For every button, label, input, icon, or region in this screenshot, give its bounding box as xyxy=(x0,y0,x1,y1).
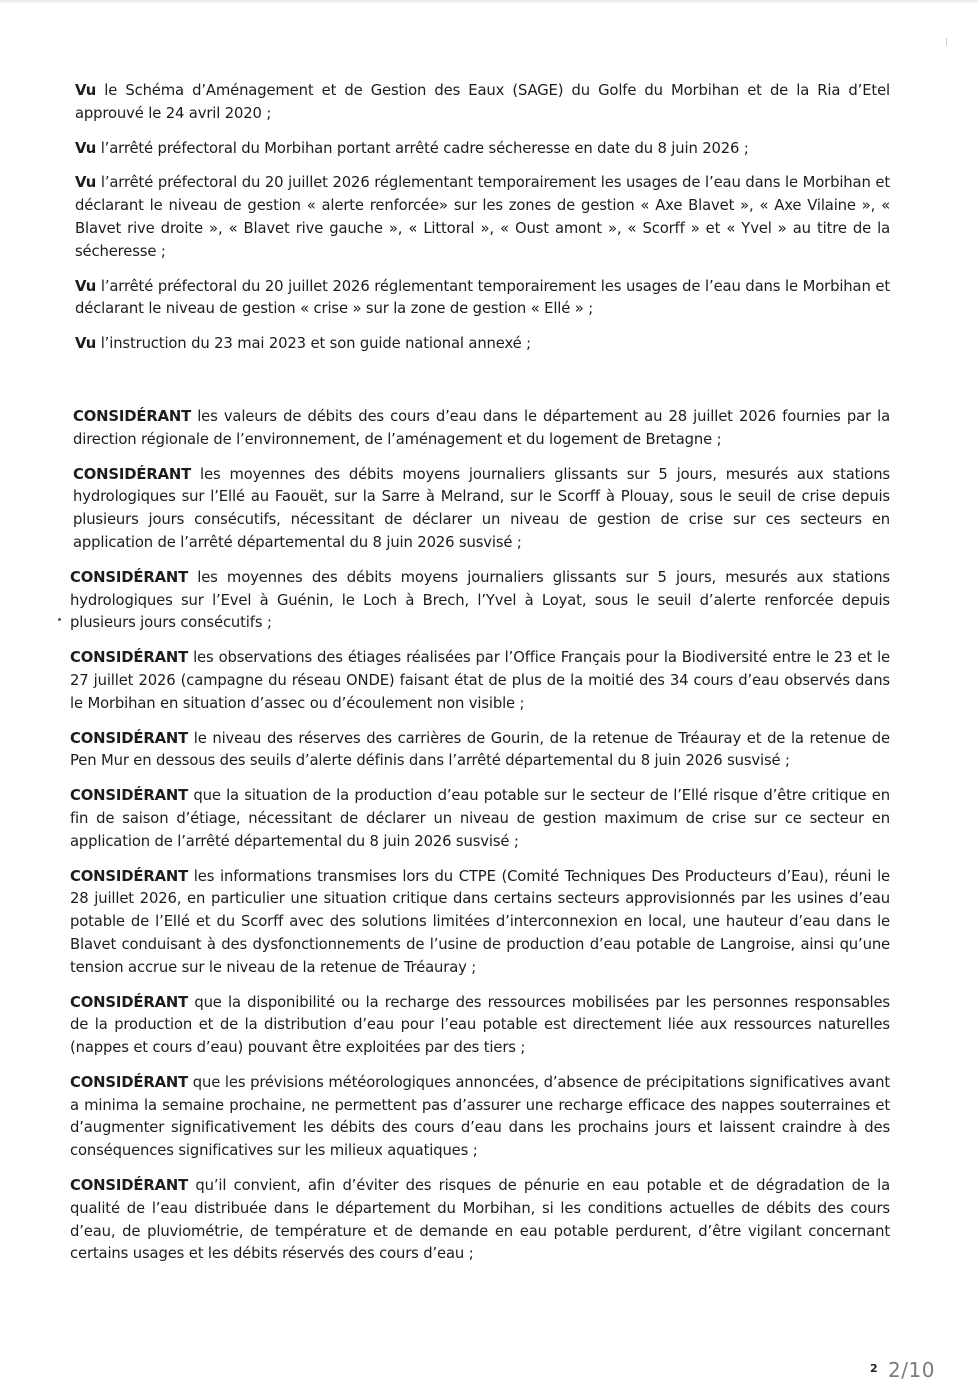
document-body xyxy=(70,80,890,1278)
vu-text: l’instruction du 23 mai 2023 et son guide national annexé ; xyxy=(96,335,531,353)
considerant-keyword: CONSIDÉRANT xyxy=(70,1073,189,1091)
considerant-text: le niveau des réserves des carrières de Gourin, de la retenue de Tréauray et de la retenue de Pen Mur en dessous des seuils d’alerte définis dans l’arrêté départemental du 8 juin 2026 susvisé ; xyxy=(70,729,890,770)
considerant-keyword: CONSIDÉRANT xyxy=(70,993,189,1011)
considerant-paragraph xyxy=(70,1175,890,1266)
scan-speck xyxy=(58,618,61,621)
vu-keyword: Vu xyxy=(75,335,97,353)
vu-section xyxy=(70,80,890,356)
considerant-keyword: CONSIDÉRANT xyxy=(70,729,189,747)
considerant-paragraph xyxy=(70,785,890,853)
page-counter: 2/10 xyxy=(888,1358,935,1382)
considerant-text: les observations des étiages réalisées par l’Office Français pour la Biodiversité entre le 23 et le 27 juillet 2026 (campagne du réseau ONDE) faisant état de plus de la moitié des 34 cours d’eau observés dans le Morbihan en situation d’assec ou d’écoulement non visible ; xyxy=(70,649,890,712)
vu-paragraph xyxy=(70,138,890,161)
vu-paragraph xyxy=(70,172,890,263)
considerant-text: les moyennes des débits moyens journaliers glissants sur 5 jours, mesurés aux stations hydrologiques sur l’Evel à Guénin, le Loch à Brech, l’Yvel à Loyat, sous le seuil d’alerte renforcée depuis plusieurs jours consécutifs ; xyxy=(70,568,890,632)
vu-paragraph xyxy=(70,333,890,356)
considerant-keyword: CONSIDÉRANT xyxy=(70,867,189,885)
considerant-keyword: CONSIDÉRANT xyxy=(73,465,192,483)
vu-keyword: Vu xyxy=(75,277,97,295)
considerant-paragraph xyxy=(70,647,890,715)
page-number: 2 xyxy=(870,1362,878,1375)
considerant-text: que les prévisions météorologiques annoncées, d’absence de précipitations significatives avant a minima la semaine prochaine, ne permettent pas d’assurer une recharge efficace des nappes souterraines et d’augmenter significativement les débits des cours d’eau dans les prochains jours et laissent craindre à des conséquences significatives sur les milieux aquatiques ; xyxy=(70,1073,890,1160)
vu-text: l’arrêté préfectoral du Morbihan portant arrêté cadre sécheresse en date du 8 juin 2026 ; xyxy=(96,139,749,157)
vu-paragraph xyxy=(70,276,890,322)
considerant-keyword: CONSIDÉRANT xyxy=(73,407,192,425)
considerant-paragraph xyxy=(70,728,890,774)
vu-text: le Schéma d’Aménagement et de Gestion des Eaux (SAGE) du Golfe du Morbihan et de la Ria d’Etel approuvé le 24 avril 2020 ; xyxy=(75,82,890,122)
considerant-paragraph xyxy=(70,1072,890,1163)
vu-paragraph xyxy=(70,80,890,126)
considerant-paragraph xyxy=(70,464,890,555)
considerant-paragraph xyxy=(70,866,890,980)
considerant-text: que la disponibilité ou la recharge des ressources mobilisées par les personnes responsables de la production et de la distribution d’eau pour l’eau potable est directement liée aux ressources naturelles (nappes et cours d’eau) pouvant être exploitées par des tiers ; xyxy=(70,993,890,1057)
considerant-keyword: CONSIDÉRANT xyxy=(70,787,189,805)
considerant-section xyxy=(70,406,890,1266)
considerant-keyword: CONSIDÉRANT xyxy=(70,1177,189,1195)
vu-text: l’arrêté préfectoral du 20 juillet 2026 réglementant temporairement les usages de l’eau dans le Morbihan et déclarant le niveau de gestion « crise » sur la zone de gestion « Ellé » ; xyxy=(75,277,890,318)
vu-keyword: Vu xyxy=(75,174,97,192)
top-edge-shadow xyxy=(0,0,978,4)
vu-keyword: Vu xyxy=(75,82,97,99)
considerant-keyword: CONSIDÉRANT xyxy=(70,649,189,667)
scan-edge-mark xyxy=(946,38,947,46)
considerant-paragraph xyxy=(70,992,890,1060)
considerant-text: les moyennes des débits moyens journaliers glissants sur 5 jours, mesurés aux stations hydrologiques sur l’Ellé au Faouët, sur la Sarre à Melrand, sur le Scorff à Plouay, sous le seuil de crise depuis plusieurs jours consécutifs, nécessitant de déclarer un niveau de gestion de crise sur ces secteurs en application de l’arrêté départemental du 8 juin 2026 susvisé ; xyxy=(73,465,890,551)
vu-text: l’arrêté préfectoral du 20 juillet 2026 réglementant temporairement les usages de l’eau dans le Morbihan et déclarant le niveau de gestion « alerte renforcée» sur les zones de gestion « Axe Blavet », « Axe Vilaine », « Blavet rive droite », « Blavet rive gauche », « Littoral », « Oust amont », « Scorff » et « Yvel » au titre de la sécheresse ; xyxy=(75,174,890,260)
considerant-text: qu’il convient, afin d’éviter des risques de pénurie en eau potable et de dégradation de la qualité de l’eau distribuée dans le département du Morbihan, si les conditions actuelles de débits des cours d’eau, de pluviométrie, de température et de demande en eau potable perdurent, d’être vigilant concernant certains usages et les débits réservés des cours d’eau ; xyxy=(70,1177,890,1263)
considerant-paragraph xyxy=(70,406,890,452)
considerant-paragraph xyxy=(70,567,890,635)
considerant-keyword: CONSIDÉRANT xyxy=(70,568,189,586)
vu-keyword: Vu xyxy=(75,139,97,157)
considerant-text: les informations transmises lors du CTPE (Comité Techniques Des Producteurs d’Eau), réuni le 28 juillet 2026, en particulier une situation critique dans certains secteurs approvisionnés par les usines d’eau potable de l’Ellé et du Scorff avec des solutions limitées d’interconnexion en local, une hauteur d’eau dans le Blavet conduisant à des dysfonctionnements de l’usine de production d’eau potable de Langroise, ainsi qu’une tension accrue sur le niveau de la retenue de Tréauray ; xyxy=(70,867,890,976)
considerant-text: que la situation de la production d’eau potable sur le secteur de l’Ellé risque d’être critique en fin de saison d’étiage, nécessitant de déclarer un niveau de gestion maximum de crise sur ce secteur en application de l’arrêté départemental du 8 juin 2026 susvisé ; xyxy=(70,787,890,850)
considerant-text: les valeurs de débits des cours d’eau dans le département au 28 juillet 2026 fournies par la direction régionale de l’environnement, de l’aménagement et du logement de Bretagne ; xyxy=(73,407,890,448)
